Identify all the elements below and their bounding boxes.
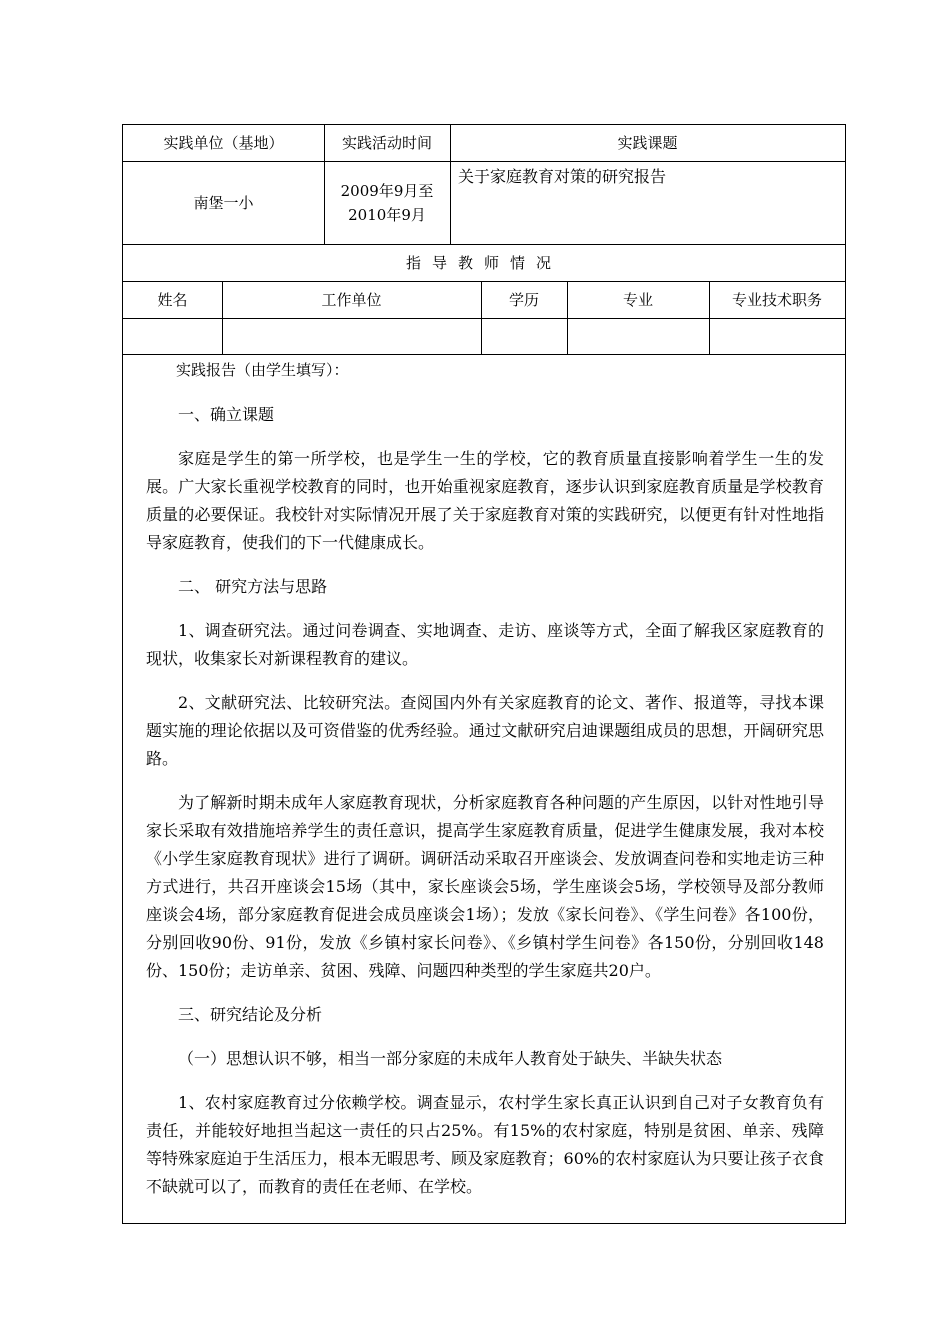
col-title: 专业技术职务 xyxy=(731,290,822,309)
time-value-start: 2009年9月至 xyxy=(340,181,434,200)
instructor-name-value xyxy=(123,318,222,354)
section-heading: 三、研究结论及分析 xyxy=(178,1005,323,1024)
topic-label: 实践课题 xyxy=(617,134,678,152)
instructor-section-title: 指导教师情况 xyxy=(405,253,562,272)
instructor-title-value xyxy=(709,318,845,354)
col-education: 学历 xyxy=(508,290,539,309)
col-name: 姓名 xyxy=(157,290,188,309)
paragraph: 家庭是学生的第一所学校，也是学生一生的学校，它的教育质量直接影响着学生一生的发展。广大家长重视学校教育的同时，也开始重视家庭教育，逐步认识到家庭教育质量是学校教育质量的必要保证。我校针对实际情况开展了关于家庭教育对策的实践研究，以便更有针对性地指导家庭教育，使我们的下一代健康成长。 xyxy=(146,449,824,552)
topic-value: 关于家庭教育对策的研究报告 xyxy=(458,167,667,186)
section-heading: 二、 研究方法与思路 xyxy=(178,577,328,596)
instructor-workplace-value xyxy=(222,318,481,354)
instructor-education-value xyxy=(481,318,567,354)
time-label: 实践活动时间 xyxy=(341,134,432,152)
paragraph: 2、文献研究法、比较研究法。查阅国内外有关家庭教育的论文、著作、报道等，寻找本课题实施的理论依据以及可资借鉴的优秀经验。通过文献研究启迪课题组成员的思想，开阔研究思路。 xyxy=(146,693,824,768)
practice-report-form xyxy=(122,124,846,1224)
section-heading: 一、确立课题 xyxy=(178,405,275,424)
time-value xyxy=(324,161,450,244)
unit-value: 南堡一小 xyxy=(193,193,254,212)
col-workplace: 工作单位 xyxy=(321,290,382,309)
col-major: 专业 xyxy=(622,290,653,309)
instructor-major-value xyxy=(567,318,709,354)
report-label: 实践报告（由学生填写）： xyxy=(176,361,349,379)
paragraph: 1、调查研究法。通过问卷调查、实地调查、走访、座谈等方式，全面了解我区家庭教育的现状，收集家长对新课程教育的建议。 xyxy=(146,621,824,668)
paragraph: 1、农村家庭教育过分依赖学校。调查显示，农村学生家长真正认识到自己对子女教育负有责任，并能较好地担当起这一责任的只占25%。有15%的农村家庭，特别是贫困、单亲、残障等特殊家庭迫于生活压力，根本无暇思考、顾及家庭教育；60%的农村家庭认为只要让孩子衣食不缺就可以了，而教育的责任在老师、在学校。 xyxy=(146,1093,824,1196)
subsection-heading: （一）思想认识不够，相当一部分家庭的未成年人教育处于缺失、半缺失状态 xyxy=(178,1049,723,1068)
unit-label: 实践单位（基地） xyxy=(163,134,284,152)
report-body xyxy=(124,355,846,1217)
paragraph: 为了解新时期未成年人家庭教育现状，分析家庭教育各种问题的产生原因，以针对性地引导家长采取有效措施培养学生的责任意识，提高学生家庭教育质量，促进学生健康发展，我对本校《小学生家庭教育现状》进行了调研。调研活动采取召开座谈会、发放调查问卷和实地走访三种方式进行，共召开座谈会15场（其中，家长座谈会5场，学生座谈会5场，学校领导及部分教师座谈会4场，部分家庭教育促进会成员座谈会1场）；发放《家长问卷》、《学生问卷》各100份，分别回收90份、91份，发放《乡镇村家长问卷》、《乡镇村学生问卷》各150份，分别回收148份、150份；走访单亲、贫困、残障、问题四种类型的学生家庭共20户。 xyxy=(146,793,824,980)
time-value-end: 2010年9月 xyxy=(348,205,426,224)
